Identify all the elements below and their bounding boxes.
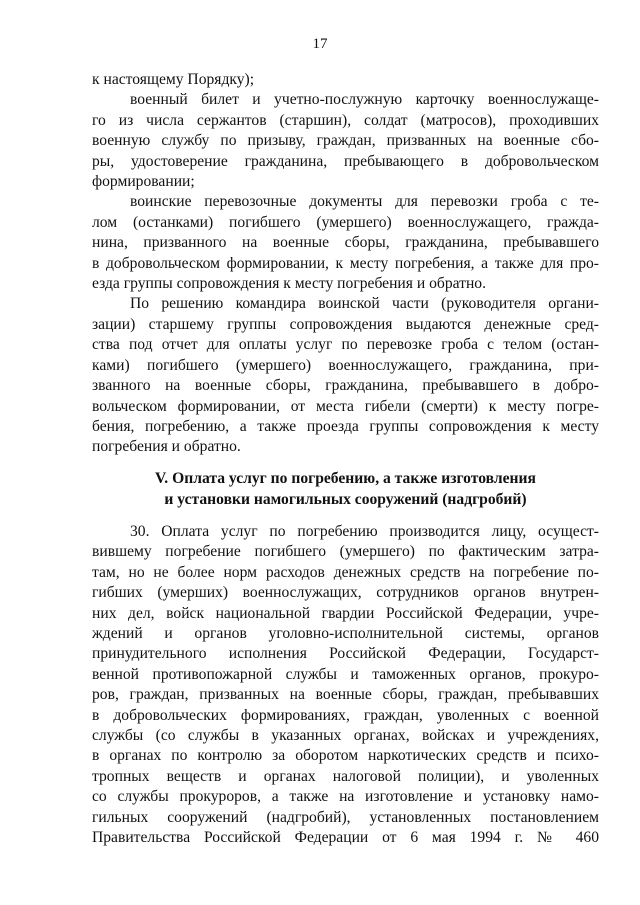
text-line: бения, погребению, а также проезда группы сопровождения к месту <box>92 417 599 435</box>
text-line: погребения и обратно. <box>92 438 241 456</box>
text-line: в добровольческих формированиях, граждан, уволенных с военной <box>92 706 599 724</box>
text-line: в добровольческом формировании, к месту погребения, а также для про- <box>92 254 599 272</box>
text-line: 30. Оплата услуг по погребению производится лицу, осущест- <box>130 523 599 540</box>
text-line: них дел, войск национальной гвардии Российской Федерации, учре- <box>92 604 599 622</box>
top-section-text <box>92 70 599 458</box>
text-line: езда группы сопровождения к месту погребения и обратно. <box>92 275 486 293</box>
text-line: вившему погребение погибшего (умершего) по фактическим затра- <box>92 543 599 561</box>
text-line: службы (со службы в указанных органах, войсках и учреждениях, <box>92 727 599 745</box>
page-number: 17 <box>312 36 328 52</box>
section-30-text <box>92 522 599 849</box>
text-line: нина, призванного на военные сборы, гражданина, пребывавшего <box>92 234 599 252</box>
text-line: званного на военные сборы, гражданина, пребывавшего в добро- <box>92 377 599 395</box>
text-line: со службы прокуроров, а также на изготовление и установку намо- <box>92 788 599 806</box>
text-line: там, но не более норм расходов денежных средств на погребение по- <box>92 563 599 581</box>
text-line: ждений и органов уголовно-исполнительной системы, органов <box>92 625 599 643</box>
text-line: военную службу по призыву, граждан, призванных на военные сбо- <box>92 132 599 150</box>
text-line: го из числа сержантов (старшин), солдат (матросов), проходивших <box>92 111 599 129</box>
section-heading-line-2: и установки намогильных сооружений (надгробий) <box>164 491 527 508</box>
text-line: ров, граждан, призванных на военные сборы, граждан, пребывавших <box>92 686 599 704</box>
text-line: ры, удостоверение гражданина, пребывающего в добровольческом <box>92 152 599 170</box>
text-line: к настоящему Порядку); <box>92 71 255 88</box>
text-line: гибших (умерших) военнослужащих, сотрудников органов внутрен- <box>92 584 599 602</box>
text-line: формировании; <box>92 173 195 191</box>
text-line: зации) старшему группы сопровождения выдаются денежные сред- <box>92 315 599 333</box>
text-line: ства под отчет для оплаты услуг по перевозке гроба с телом (остан- <box>92 336 599 354</box>
section-heading-line-1: V. Оплата услуг по погребению, а также изготовления <box>155 470 536 487</box>
section-heading <box>92 468 599 510</box>
text-line: принудительного исполнения Российской Федерации, Государст- <box>92 645 599 663</box>
text-line: вольческом формировании, от места гибели (смерти) к месту погре- <box>92 397 599 415</box>
text-line: гильных сооружений (надгробий), установленных постановлением <box>92 808 599 826</box>
text-line: воинские перевозочные документы для перевозки гроба с те- <box>130 193 599 211</box>
text-line: венной противопожарной службы и таможенных органов, прокуро- <box>92 665 599 683</box>
text-line: военный билет и учетно-послужную карточку военнослужаще- <box>130 91 599 109</box>
text-line: ками) погибшего (умершего) военнослужащего, гражданина, при- <box>92 356 599 374</box>
text-line: лом (останками) погибшего (умершего) военнослужащего, гражда- <box>92 213 599 231</box>
text-line: Правительства Российской Федерации от 6 мая 1994 г. № 460 <box>92 829 599 847</box>
text-line: в органах по контролю за оборотом наркотических средств и психо- <box>92 747 599 765</box>
text-line: По решению командира воинской части (руководителя органи- <box>130 295 599 313</box>
text-line: тропных веществ и органах налоговой полиции), и уволенных <box>92 767 599 785</box>
